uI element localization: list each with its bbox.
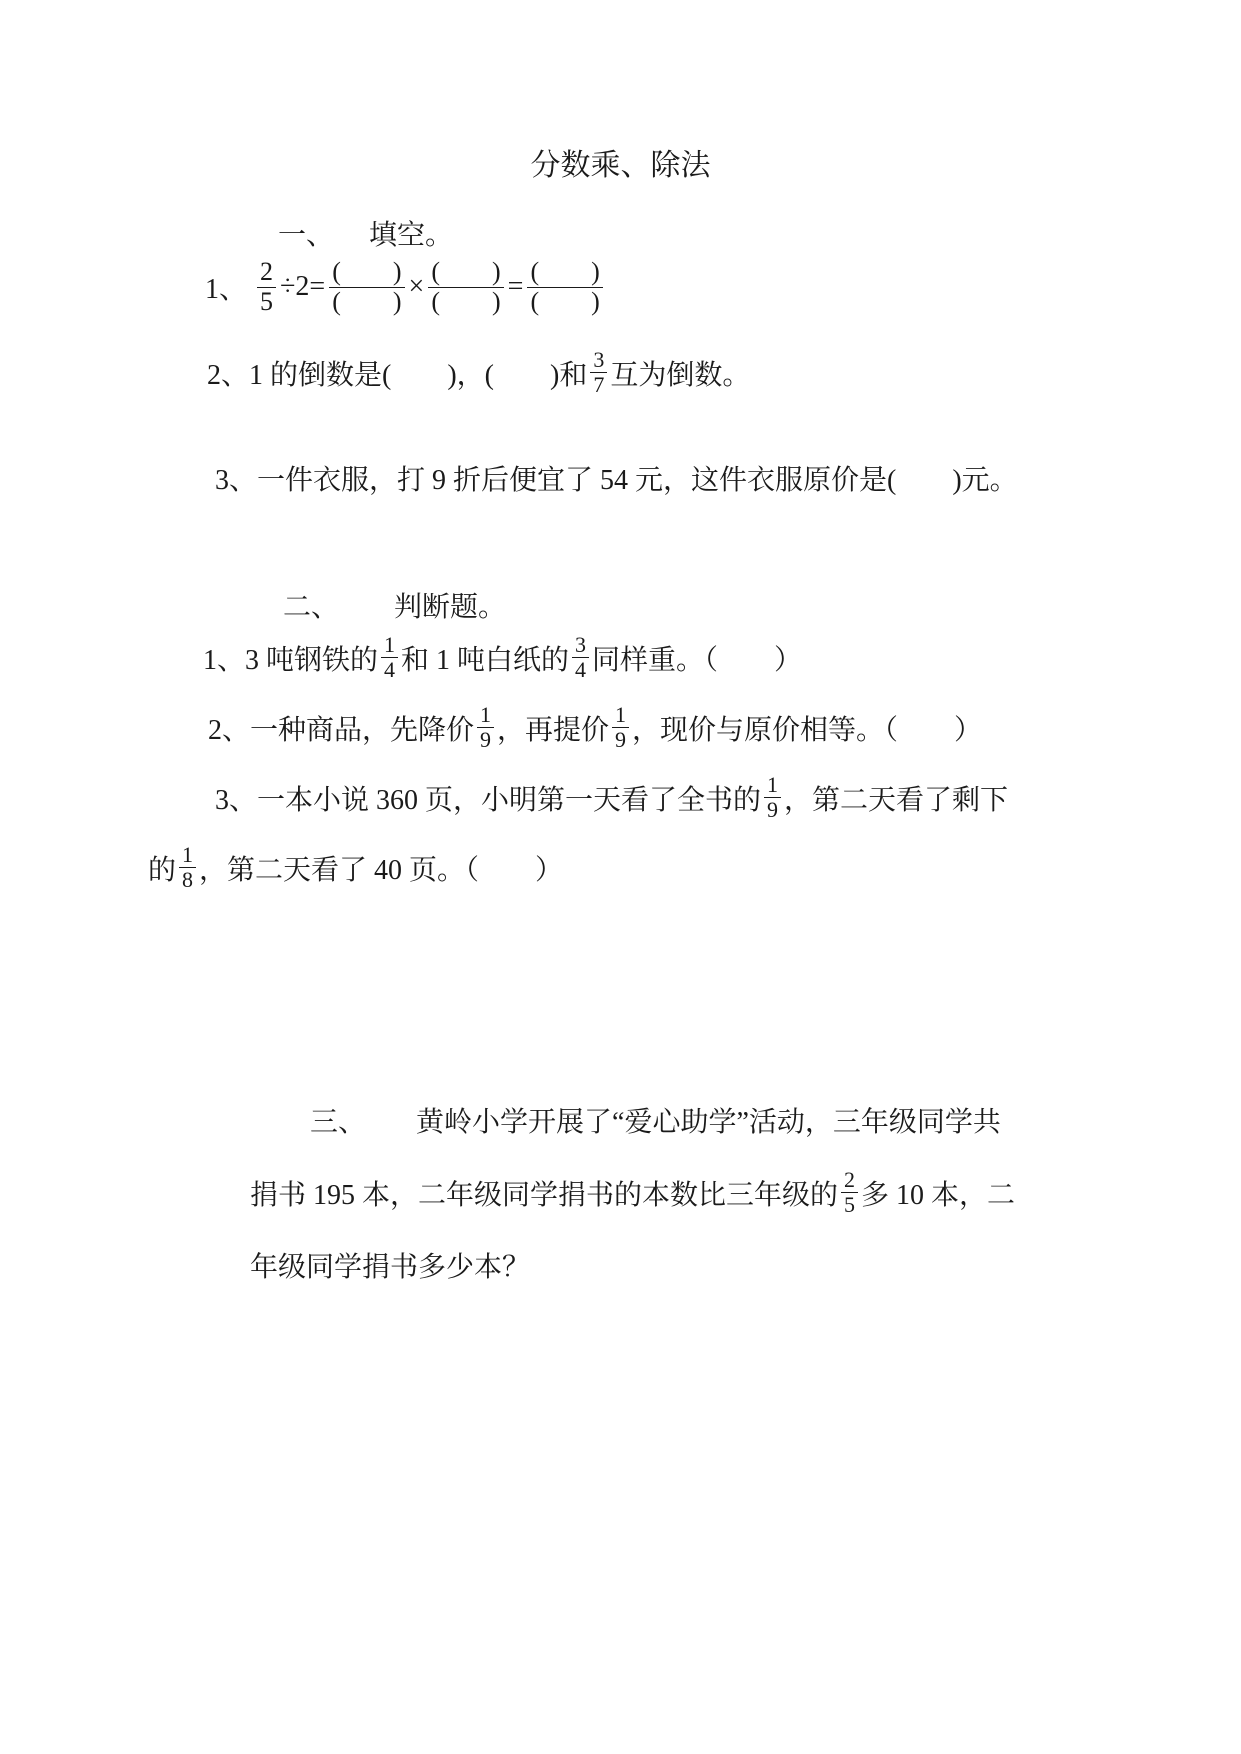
judge-q1-text1: 3 吨钢铁的 xyxy=(245,644,379,676)
section-one-title: 填空。 xyxy=(369,220,454,251)
q2-text-after: 互为倒数。 xyxy=(610,359,751,391)
blank-fraction-1 xyxy=(329,258,404,316)
judge-q3-text3: 的 xyxy=(148,854,177,886)
fraction-denominator: 7 xyxy=(593,372,605,398)
fraction-denominator: 9 xyxy=(615,727,627,753)
judge-q3-label: 3、 xyxy=(215,784,258,816)
q1-label: 1、 xyxy=(205,274,248,306)
judge-q2-text2: ，再提价 xyxy=(497,714,610,746)
fraction-numerator: 1 xyxy=(612,703,629,728)
fraction-denominator: 4 xyxy=(575,657,587,683)
fraction-numerator: 2 xyxy=(841,1168,858,1193)
section-three-text3: 年级同学捐书多少本？ xyxy=(250,1252,531,1283)
blank-fraction-denominator: ( ) xyxy=(431,286,501,316)
fraction-numerator: 1 xyxy=(179,843,196,868)
section-three-line2 xyxy=(250,1168,1015,1217)
section-two-heading xyxy=(283,585,506,625)
judge-q2 xyxy=(208,703,982,752)
blank-fraction-denominator: ( ) xyxy=(530,286,600,316)
section-one-number: 一、 xyxy=(278,220,335,251)
judge-q2-label: 2、 xyxy=(208,714,251,746)
fill-blank-q3 xyxy=(215,458,1018,498)
fraction-one-eighth xyxy=(179,843,196,892)
fraction-one-ninth xyxy=(764,773,781,822)
blank-fraction-numerator: ( ) xyxy=(527,258,602,288)
fraction-denominator: 5 xyxy=(844,1192,856,1218)
judge-q2-text1: 一种商品，先降价 xyxy=(250,714,475,746)
judge-q2-text3: ，现价与原价相等。（ ） xyxy=(632,714,983,746)
section-three-text1: 黄岭小学开展了“爱心助学”活动，三年级同学共 xyxy=(416,1107,1001,1138)
fraction-one-fourth xyxy=(381,633,398,682)
fraction-numerator: 2 xyxy=(257,258,276,288)
fill-blank-q2 xyxy=(207,348,750,397)
q3-text: 一件衣服，打 9 折后便宜了 54 元，这件衣服原价是( )元。 xyxy=(257,465,1018,496)
section-three-line1 xyxy=(310,1100,1001,1140)
blank-fraction-2 xyxy=(428,258,503,316)
fraction-denominator: 9 xyxy=(767,797,779,823)
fraction-two-fifths xyxy=(257,258,276,316)
section-three-text2a: 捐书 195 本，二年级同学捐书的本数比三年级的 xyxy=(250,1179,839,1211)
fraction-numerator: 1 xyxy=(381,633,398,658)
judge-q1-text2: 和 1 吨白纸的 xyxy=(401,644,570,676)
fraction-numerator: 1 xyxy=(477,703,494,728)
judge-q1-text3: 同样重。（ ） xyxy=(592,644,803,676)
q2-text-before: 1 的倒数是( )，( )和 xyxy=(249,359,588,391)
multiply-operator: × xyxy=(408,271,425,303)
fraction-one-ninth xyxy=(477,703,494,752)
divide-operator: ÷2= xyxy=(280,271,326,303)
fraction-three-fourths xyxy=(572,633,589,682)
fill-blank-q1 xyxy=(205,258,607,316)
judge-q3-line1 xyxy=(215,773,1008,822)
fraction-three-sevenths xyxy=(590,348,607,397)
fraction-denominator: 4 xyxy=(384,657,396,683)
fraction-numerator: 3 xyxy=(590,348,607,373)
judge-q3-text1: 一本小说 360 页，小明第一天看了全书的 xyxy=(257,784,762,816)
section-two-number: 二、 xyxy=(283,592,340,623)
judge-q3-text4: ，第二天看了 40 页。（ ） xyxy=(199,854,564,886)
judge-q3-text2: ，第二天看了剩下 xyxy=(784,784,1009,816)
q2-label: 2、 xyxy=(207,359,250,391)
page-title: 分数乘、除法 xyxy=(530,149,711,182)
section-three-line3 xyxy=(250,1245,530,1285)
section-one-heading xyxy=(278,213,453,253)
fraction-denominator: 5 xyxy=(260,286,274,316)
fraction-one-ninth xyxy=(612,703,629,752)
fraction-numerator: 3 xyxy=(572,633,589,658)
section-three-number: 三、 xyxy=(310,1107,367,1138)
blank-fraction-denominator: ( ) xyxy=(332,286,402,316)
judge-q3-line2 xyxy=(148,843,563,892)
fraction-denominator: 8 xyxy=(182,867,194,893)
section-three-text2b: 多 10 本，二 xyxy=(861,1179,1016,1211)
q3-label: 3、 xyxy=(215,465,258,496)
equals-sign: = xyxy=(507,271,524,303)
fraction-denominator: 9 xyxy=(480,727,492,753)
blank-fraction-numerator: ( ) xyxy=(428,258,503,288)
blank-fraction-3 xyxy=(527,258,602,316)
blank-fraction-numerator: ( ) xyxy=(329,258,404,288)
fraction-numerator: 1 xyxy=(764,773,781,798)
judge-q1 xyxy=(203,633,802,682)
fraction-two-fifths xyxy=(841,1168,858,1217)
section-two-title: 判断题。 xyxy=(394,592,507,623)
judge-q1-label: 1、 xyxy=(203,644,246,676)
